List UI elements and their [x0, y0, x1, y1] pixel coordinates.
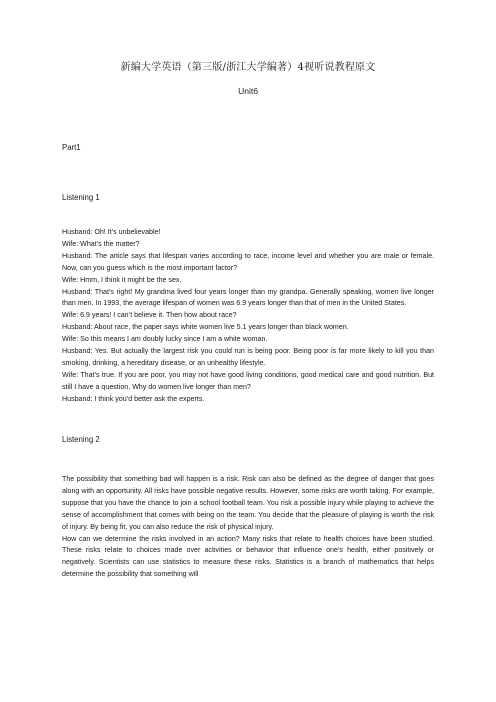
dialogue-line: Wife: What’s the matter?	[62, 239, 140, 248]
passage-paragraph: How can we determine the risks involved in an action? Many risks that relate to health choices have been studied. These risks relate to choices made over activities or behavior that influence one’s health, either positively or negatively. Scientists can use statistics to measure these risks. Statistics is a branch of mathematics that helps determine the possibility that something will	[62, 534, 434, 579]
dialogue-line: Husband: I think you’d better ask the experts.	[62, 394, 205, 403]
listening-2-heading: Listening 2	[62, 435, 100, 444]
dialogue-line: Husband: About race, the paper says white women live 5.1 years longer than black women.	[62, 323, 349, 332]
document-title: 新编大学英语（第三版/浙江大学编著）4视听说教程原文	[120, 62, 376, 73]
dialogue-line: Husband: Oh! It’s unbelievable!	[62, 228, 161, 236]
passage-paragraph: The possibility that something bad will happen is a risk. Risk can also be defined as the degree of danger that goes along with an opportunity. All risks have possible negative results. However, some risks are worth taking. For example, suppose that you have the chance to join a school football team. You risk a possible injury while playing to achieve the sense of accomplishment that comes with being on the team. You decide that the pleasure of playing is worth the risk of injury. By being fit, you can also reduce the risk of physical injury.	[62, 475, 434, 531]
unit-heading: Unit6	[238, 86, 258, 96]
dialogue-line: Wife: So this means I am doubly lucky since I am a white woman.	[62, 335, 268, 344]
dialogue-line: Wife: That’s true. If you are poor, you may not have good living conditions, good medical care and good nutrition. But still I have a question. Why do women live longer than men?	[62, 370, 434, 391]
listening-2-passage	[62, 474, 434, 581]
part-heading: Part1	[62, 143, 81, 152]
dialogue-line: Wife: Hmm, I think it might be the sex.	[62, 275, 182, 284]
listening-1-heading: Listening 1	[62, 193, 100, 202]
dialogue-line: Husband: The article says that lifespan varies according to race, income level and whether you are male or female. Now, can you guess which is the most important factor?	[62, 251, 434, 272]
dialogue-line: Husband: Yes. But actually the largest risk you could run is being poor. Being poor is far more likely to kill you than smoking, drinking, a hereditary disease, or an unhealthy lifestyle.	[62, 347, 434, 367]
dialogue-line: Husband: That’s right! My grandma lived four years longer than my grandpa. Generally speaking, women live longer than men. In 1993, the average lifespan of women was 6.9 years longer than that of men in the United States.	[62, 287, 434, 308]
dialogue-line: Wife: 6.9 years! I can’t believe it. Then how about race?	[62, 311, 237, 320]
listening-1-dialogue	[62, 227, 434, 406]
